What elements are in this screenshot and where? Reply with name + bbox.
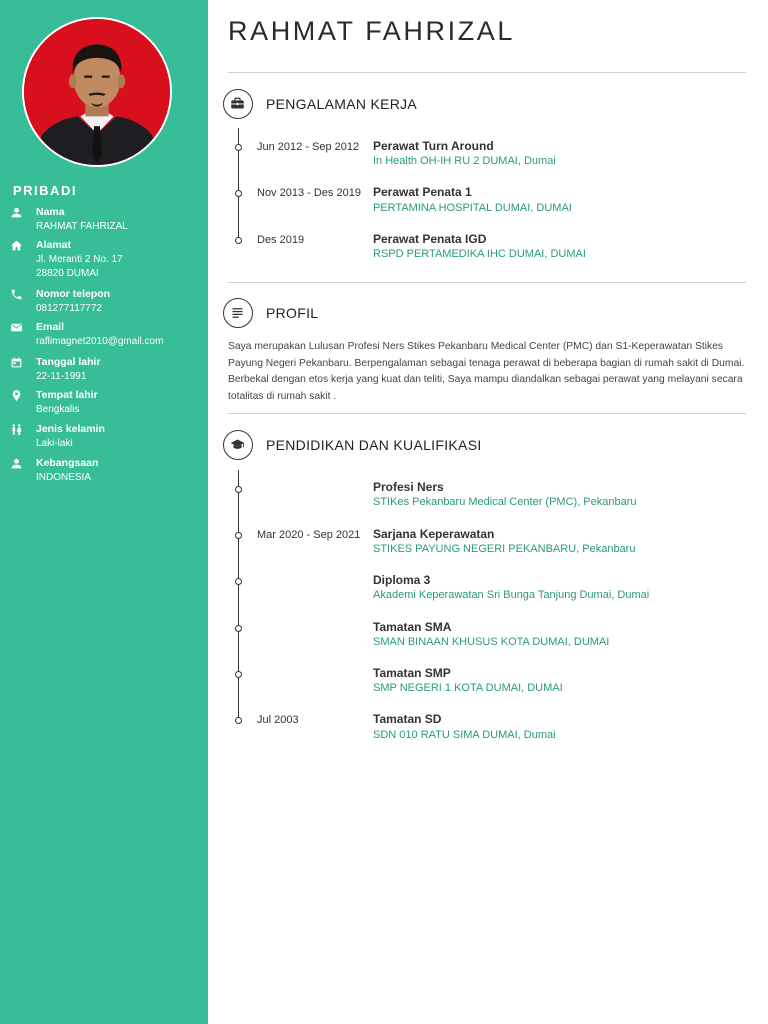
personal-label: Alamat — [36, 239, 72, 251]
person-icon — [10, 457, 23, 470]
timeline-line — [238, 470, 239, 722]
personal-value: Laki-laki — [36, 438, 73, 449]
education-institution: SMAN BINAAN KHUSUS KOTA DUMAI, DUMAI — [373, 636, 610, 648]
timeline-dot — [235, 625, 242, 632]
personal-label: Jenis kelamin — [36, 423, 105, 435]
graduation-cap-icon — [223, 430, 253, 460]
calendar-icon — [10, 356, 23, 369]
experience-company: In Health OH-IH RU 2 DUMAI, Dumai — [373, 155, 556, 167]
profile-text: Saya merupakan Lulusan Profesi Ners Stikes Pekanbaru Medical Center (PMC) dan S1-Keperawatan Stikes Payung Negeri Pekanbaru. Berpengalaman sebagai tenaga perawat di beberapa bagian di rumah sakit di Dumai. Berbekal dengan etos kerja yang kuat dan teliti, Saya mampu diandalkan sebagai perawat yang melayani secara totalitas di rumah sakit . — [228, 341, 745, 402]
document-lines-icon — [223, 298, 253, 328]
divider — [228, 282, 746, 283]
personal-label: Nama — [36, 206, 65, 218]
experience-title: Perawat Penata 1 — [373, 185, 472, 199]
person-name: RAHMAT FAHRIZAL — [228, 16, 516, 46]
sidebar — [0, 0, 208, 1024]
education-title: Sarjana Keperawatan — [373, 527, 495, 541]
personal-value: raflimagnet2010@gmail.com — [36, 336, 164, 347]
profile-photo — [22, 17, 172, 167]
location-pin-icon — [10, 389, 23, 402]
experience-title: Perawat Penata IGD — [373, 232, 487, 246]
timeline-dot — [235, 237, 242, 244]
personal-label: Tanggal lahir — [36, 356, 101, 368]
briefcase-icon — [223, 89, 253, 119]
gender-icon — [10, 423, 23, 436]
education-title: Profesi Ners — [373, 480, 444, 494]
experience-date: Des 2019 — [257, 234, 305, 246]
personal-value: Bengkalis — [36, 404, 80, 415]
personal-value: INDONESIA — [36, 472, 92, 483]
divider — [228, 72, 746, 73]
personal-value: 22-11-1991 — [36, 371, 87, 382]
timeline-dot — [235, 486, 242, 493]
personal-value: Jl. Meranti 2 No. 17 — [36, 254, 123, 265]
education-institution: STIKES PAYUNG NEGERI PEKANBARU, Pekanbaru — [373, 543, 636, 555]
profile-photo-illustration — [24, 19, 170, 165]
experience-company: RSPD PERTAMEDIKA IHC DUMAI, DUMAI — [373, 248, 586, 260]
education-date: Mar 2020 - Sep 2021 — [257, 529, 361, 541]
timeline-dot — [235, 578, 242, 585]
education-title: Tamatan SD — [373, 712, 442, 726]
email-icon — [10, 321, 23, 334]
education-title: Diploma 3 — [373, 573, 431, 587]
education-institution: SDN 010 RATU SIMA DUMAI, Dumai — [373, 729, 556, 741]
education-title: Tamatan SMA — [373, 620, 452, 634]
personal-value: RAHMAT FAHRIZAL — [36, 221, 128, 232]
section-title-profile: PROFIL — [266, 305, 319, 321]
timeline-dot — [235, 144, 242, 151]
education-date: Jul 2003 — [257, 714, 299, 726]
section-title-experience: PENGALAMAN KERJA — [266, 96, 418, 112]
divider — [228, 413, 746, 414]
timeline-dot — [235, 671, 242, 678]
personal-label: Tempat lahir — [36, 389, 98, 401]
experience-company: PERTAMINA HOSPITAL DUMAI, DUMAI — [373, 202, 572, 214]
personal-value-line2: 28820 DUMAI — [36, 268, 99, 279]
person-icon — [10, 206, 23, 219]
experience-title: Perawat Turn Around — [373, 139, 494, 153]
experience-date: Nov 2013 - Des 2019 — [257, 187, 361, 199]
personal-label: Nomor telepon — [36, 288, 111, 300]
timeline-dot — [235, 717, 242, 724]
education-institution: STIKes Pekanbaru Medical Center (PMC), Pekanbaru — [373, 496, 637, 508]
education-title: Tamatan SMP — [373, 666, 451, 680]
timeline-dot — [235, 532, 242, 539]
home-icon — [10, 239, 23, 252]
sidebar-heading: PRIBADI — [13, 183, 77, 198]
experience-date: Jun 2012 - Sep 2012 — [257, 141, 360, 153]
education-institution: Akademi Keperawatan Sri Bunga Tanjung Dumai, Dumai — [373, 589, 650, 601]
section-title-education: PENDIDIKAN DAN KUALIFIKASI — [266, 437, 482, 453]
personal-label: Kebangsaan — [36, 457, 99, 469]
education-institution: SMP NEGERI 1 KOTA DUMAI, DUMAI — [373, 682, 563, 694]
timeline-dot — [235, 190, 242, 197]
personal-label: Email — [36, 321, 65, 333]
personal-value: 081277117772 — [36, 303, 102, 314]
phone-icon — [10, 288, 23, 301]
